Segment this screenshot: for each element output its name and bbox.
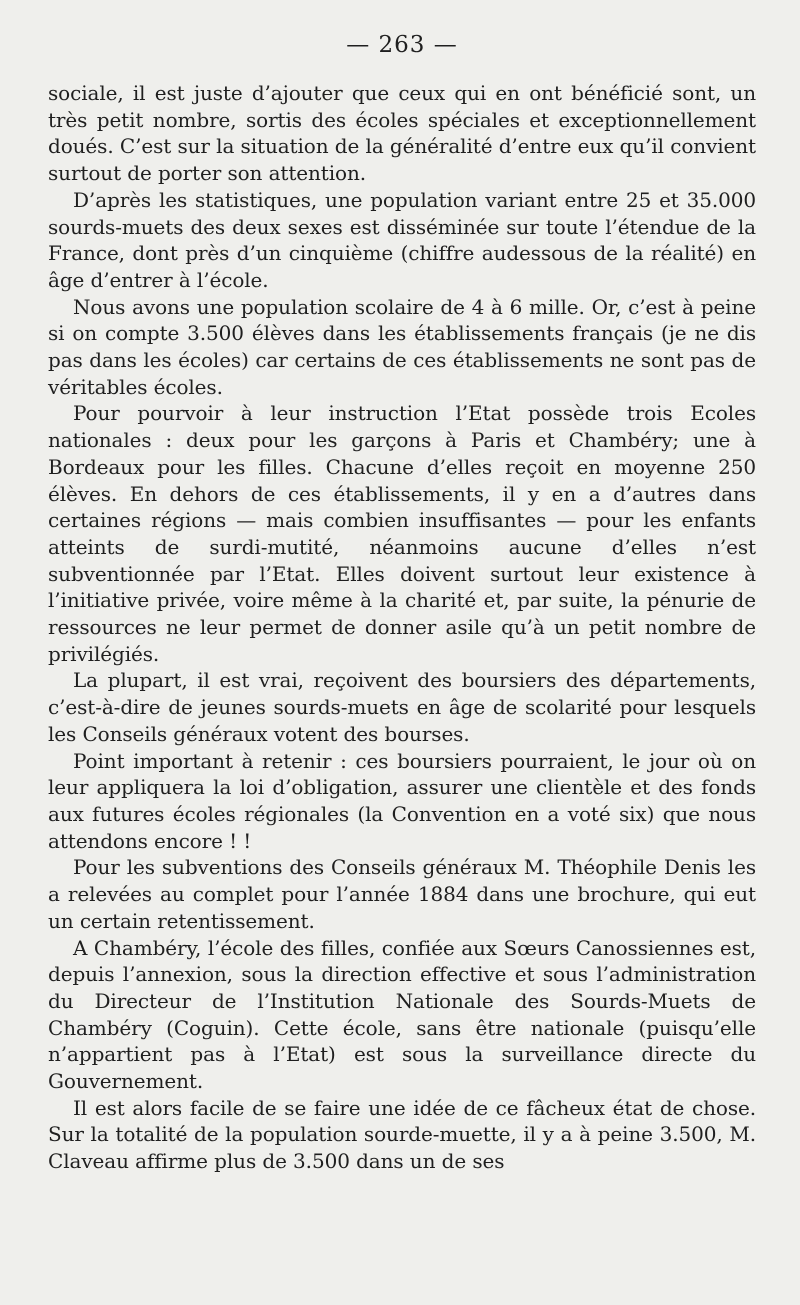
paragraph-4: Pour pourvoir à leur instruction l’Etat possède trois Ecoles nationales : deux pour les garçons à Paris et Chambéry; une à Bordeaux pour les filles. Chacune d’elles reçoit en moyenne 250 élèves. En dehors de ces établissements, il y en a d’autres dans certaines régions — mais combien insuffisantes — pour les enfants atteints de surdi-mutité, néanmoins aucune d’elles n’est subventionnée par l’Etat. Elles doivent surtout leur existence à l’initiative privée, voire même à la charité et, par suite, la pénurie de ressources ne leur permet de donner asile qu’à un petit nombre de privilégiés. xyxy=(48,401,756,666)
paragraph-5: La plupart, il est vrai, reçoivent des boursiers des départements, c’est-à-dire de jeunes sourds-muets en âge de scolarité pour lesquels les Conseils généraux votent des bourses. xyxy=(48,668,756,746)
paragraph-9: Il est alors facile de se faire une idée de ce fâcheux état de chose. Sur la totalité de la population sourde-muette, il y a à peine 3.500, M. Claveau affirme plus de 3.500 dans un de ses xyxy=(48,1095,756,1174)
paragraph-6: Point important à retenir : ces boursiers pourraient, le jour où on leur appliquera la loi d’obligation, assurer une clientèle et des fonds aux futures écoles régionales (la Convention en a voté six) que nous attendons encore ! ! xyxy=(48,748,756,853)
paragraph-3: Nous avons une population scolaire de 4 à 6 mille. Or, c’est à peine si on compte 3.500 élèves dans les établissements français (je ne dis pas dans les écoles) car certains de ces établissements ne sont pas de véritables écoles. xyxy=(48,294,756,399)
paragraph-7: Pour les subventions des Conseils généraux M. Théophile Denis les a relevées au complet pour l’année 1884 dans une brochure, qui eut un certain retentissement. xyxy=(48,855,756,933)
paragraph-8: A Chambéry, l’école des filles, confiée aux Sœurs Canossiennes est, depuis l’annexion, sous la direction effective et sous l’administration du Directeur de l’Institution Nationale des Sourds-Muets de Chambéry (Coguin). Cette école, sans être nationale (puisqu’elle n’appartient pas à l’Etat) est sous la surveillance directe du Gouvernement. xyxy=(48,935,756,1094)
paragraph-1: sociale, il est juste d’ajouter que ceux qui en ont bénéficié sont, un très petit nombre, sortis des écoles spéciales et exceptionnellement doués. C’est sur la situation de la généralité d’entre eux qu’il convient surtout de porter son attention. xyxy=(48,81,756,186)
body-text xyxy=(48,80,756,1175)
paragraph-2: D’après les statistiques, une population variant entre 25 et 35.000 sourds-muets des deux sexes est disséminée sur toute l’étendue de la France, dont près d’un cinquième (chiffre audessous de la réalité) en âge d’entrer à l’école. xyxy=(48,187,756,292)
page-number: — 263 — xyxy=(346,32,458,58)
